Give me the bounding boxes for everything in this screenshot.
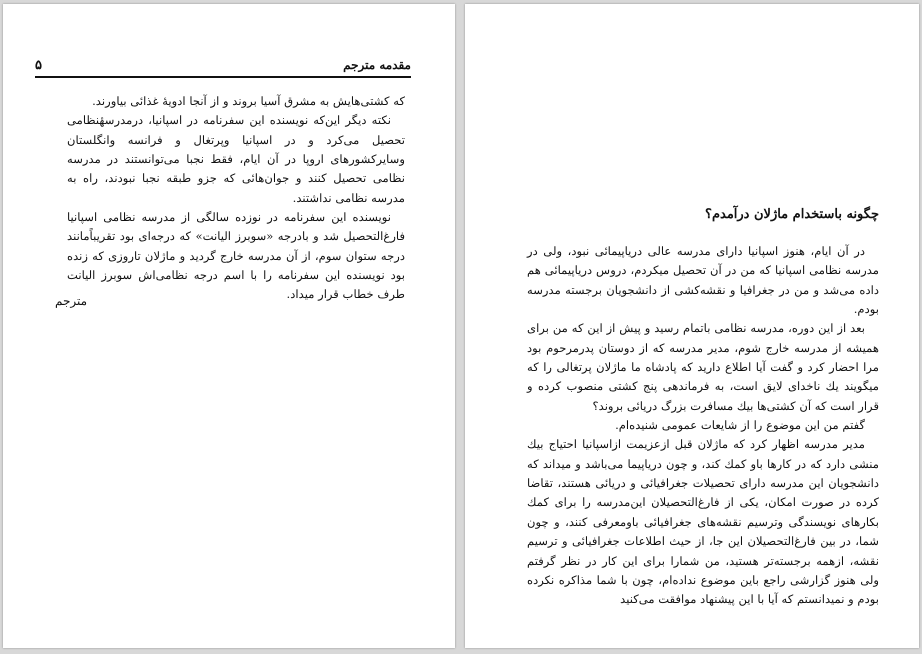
paragraph: که کشتی‌هایش به مشرق آسیا بروند و از آنجا ادویهٔ غذائی بیاورند.: [92, 94, 405, 108]
paragraph: نویسنده این سفرنامه در نوزده سالگی از مدرسه نظامی اسپانیا فارغ‌التحصیل شد و بادرجه «سوبرز الیانت» که درجه‌ای بود تقریباًمانند درجه ستوان سوم، از آن مدرسه خارج گردید و ماژلان تاروزی که زنده بود نویسنده این سفرنامه را با اسم درجه نظامی‌اش سوبرز الیانت طرف خطاب قرار میداد.: [67, 210, 405, 302]
left-page: [3, 4, 455, 648]
right-page: [465, 4, 919, 648]
page-header: [35, 56, 411, 78]
page-number: ۵: [35, 58, 42, 73]
running-head: مقدمه مترجم: [343, 58, 411, 72]
paragraph: گفتم من این موضوع را از شایعات عمومی شنیده‌ام.: [615, 418, 865, 433]
paragraph: نکته دیگر این‌که نویسنده این سفرنامه در اسپانیا، درمدرسهٔنظامی تحصیل می‌کرد و در اسپانیا وپرتغال و فرانسه وانگلستان وسایرکشورهای اروپا در آن ایام، فقط نجبا می‌توانستند در مدرسه نظامی تحصیل کنند و جوان‌هائی که جزو طبقه نجبا نبودند، راه به مدرسه نظامی نداشتند.: [67, 113, 405, 205]
left-page-body: [67, 92, 405, 305]
paragraph: بعد از این دوره، مدرسه نظامی باتمام رسید و پیش از این که من برای همیشه از مدرسه خارج شوم، مدیر مدرسه که از دوستان پدرمرحوم بود مرا احضار کرد و گفت آیا اطلاع دارید که پادشاه ما ماژلان پرتغالی را که میگویند یك ناخدای لایق است، به فرماندهی پنج کشتی منصوب کرده و قرار است که آن کشتی‌ها بیك مسافرت بزرگ دریائی بروند؟: [527, 321, 879, 413]
right-page-body: [527, 242, 879, 610]
chapter-title: چگونه باستخدام ماژلان درآمدم؟: [705, 207, 879, 222]
paragraph: مدیر مدرسه اظهار کرد که ماژلان قبل ازعزیمت ازاسپانیا احتیاج بیك منشی دارد که در کارها باو کمك کند، و چون دریاپیما می‌باشد و میداند که دانشجویان این مدرسه دارای تحصیلات جغرافیائی و دریائی هستند، تقاضا کرده در صورت امکان، یکی از فارغ‌التحصیلان این‌مدرسه را برای کمك بکارهای نویسندگی وترسیم نقشه‌های جغرافیائی باومعرفی کنند، و چون شما، در بین فارغ‌التحصیلان این جا، از حیث اطلاعات جغرافیائی و ترسیم نقشه، ازهمه برجسته‌تر هستید، من شمارا برای این کار در نظر گرفتم ولی هنوز گزارشی راجع باین موضوع نداده‌ام، چون با شما مذاکره نکرده بودم و نمیدانستم که آیا با این پیشنهاد موافقت می‌کنید: [527, 437, 879, 607]
translator-signature: مترجم: [55, 294, 88, 308]
paragraph: در آن ایام، هنوز اسپانیا دارای مدرسه عالی دریاپیمائی نبود، ولی در مدرسه نظامی اسپانیا که من در آن تحصیل میکردم، دروس دریاپیمائی هم داده می‌شد و من در جغرافیا و نقشه‌کشی از دانشجویان برجسته مدرسه بودم.: [527, 244, 879, 317]
